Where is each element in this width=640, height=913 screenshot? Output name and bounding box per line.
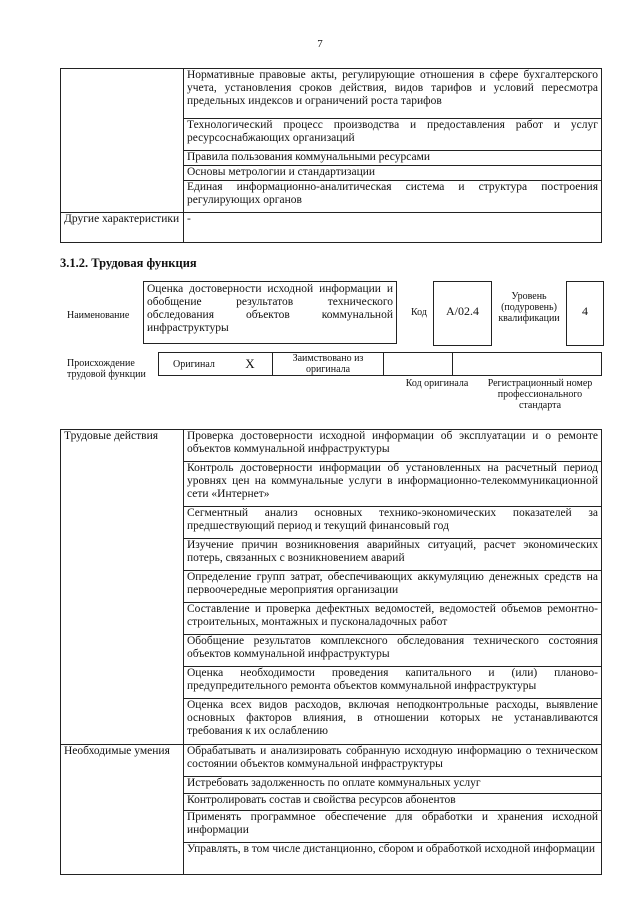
required-skill: Истребовать задолженность по оплате коммунальных услуг <box>184 777 602 794</box>
labor-action: Составление и проверка дефектных ведомостей, ведомостей объемов ремонтно-строительных, монтажных и пусконаладочных работ <box>184 603 602 635</box>
original-label: Оригинал <box>159 353 229 376</box>
original-code-caption: Код оригинала <box>405 378 469 389</box>
function-code: A/02.4 <box>433 281 492 346</box>
section-title: 3.1.2. Трудовая функция <box>60 256 197 270</box>
required-skill: Управлять, в том числе дистанционно, сбором и обработкой исходной информации <box>184 843 602 875</box>
labor-action: Контроль достоверности информации об установленных на расчетный период уровнях цен на коммунальные услуги в информационно-телекоммуникационной сети «Интернет» <box>184 462 602 507</box>
page-number: 7 <box>317 38 323 50</box>
required-skills-label: Необходимые умения <box>61 745 184 875</box>
qualification-level: 4 <box>566 281 604 346</box>
borrowed-label: Заимствовано из оригинала <box>273 353 384 376</box>
knowledge-item: Основы метрологии и стандартизации <box>184 166 602 181</box>
labor-action: Сегментный анализ основных технико-экономических показателей за предшествующий период и текущий финансовый год <box>184 507 602 539</box>
knowledge-item: Технологический процесс производства и предоставления работ и услуг ресурсоснабжающих организаций <box>184 119 602 151</box>
original-mark: X <box>228 353 273 376</box>
level-label: Уровень (подуровень) квалификации <box>498 291 560 324</box>
labor-action: Обобщение результатов комплексного обследования технического состояния объектов коммунальной инфраструктуры <box>184 635 602 667</box>
required-skill: Контролировать состав и свойства ресурсов абонентов <box>184 794 602 811</box>
other-characteristics-label: Другие характеристики <box>61 213 184 243</box>
name-label: Наименование <box>67 310 130 321</box>
knowledge-table <box>60 68 602 243</box>
required-skill: Обрабатывать и анализировать собранную исходную информацию о техническом состоянии объектов коммунальной инфраструктуры <box>184 745 602 777</box>
labor-actions-label: Трудовые действия <box>61 430 184 745</box>
registration-number-caption: Регистрационный номер профессионального стандарта <box>487 378 593 411</box>
labor-action: Изучение причин возникновения аварийных ситуаций, расчет экономических потерь, связанных с возникновением аварий <box>184 539 602 571</box>
knowledge-item: Нормативные правовые акты, регулирующие отношения в сфере бухгалтерского учета, установления сроков действия, видов тарифов и условий пересмотра предельных индексов и ограничений роста тарифов <box>184 69 602 119</box>
original-code-cell <box>384 353 453 376</box>
labor-action: Определение групп затрат, обеспечивающих аккумуляцию денежных средств на первоочередные мероприятия организации <box>184 571 602 603</box>
labor-function-table <box>60 429 602 875</box>
function-name: Оценка достоверности исходной информации и обобщение результатов технического обследования объектов коммунальной инфраструктуры <box>143 281 397 344</box>
knowledge-item: Единая информационно-аналитическая система и структура построения регулирующих органов <box>184 181 602 213</box>
empty-label-cell <box>61 69 184 213</box>
required-skill: Применять программное обеспечение для обработки и хранения исходной информации <box>184 811 602 843</box>
other-characteristics-value: - <box>184 213 602 243</box>
code-label: Код <box>411 307 427 318</box>
origin-label: Происхождение трудовой функции <box>67 358 146 380</box>
labor-action: Оценка всех видов расходов, включая неподконтрольные расходы, выявление основных факторов влияния, в отношении которых не устанавливаются требования к их ослаблению <box>184 699 602 745</box>
knowledge-item: Правила пользования коммунальными ресурсами <box>184 151 602 166</box>
origin-table <box>158 352 602 376</box>
labor-action: Проверка достоверности исходной информации об эксплуатации и о ремонте объектов коммунальной инфраструктуры <box>184 430 602 462</box>
registration-number-cell <box>453 353 602 376</box>
labor-action: Оценка необходимости проведения капитального и (или) планово-предупредительного ремонта объектов коммунальной инфраструктуры <box>184 667 602 699</box>
